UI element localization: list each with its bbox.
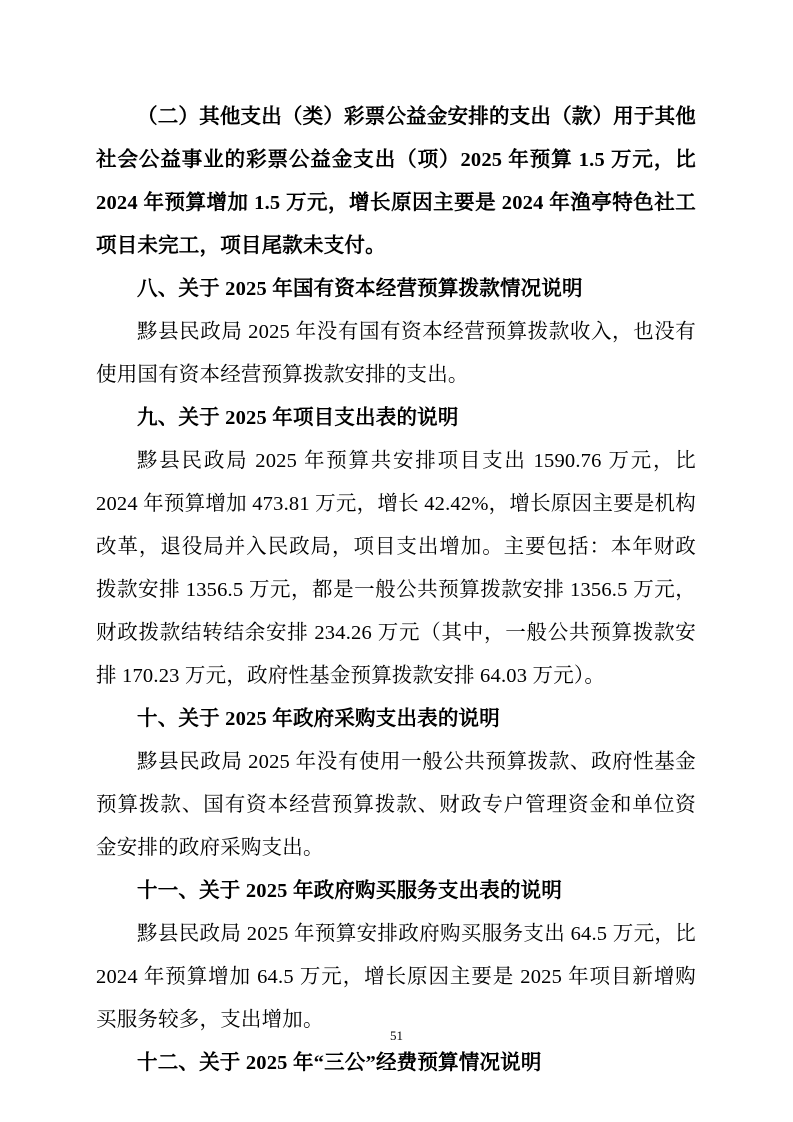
paragraph-section-ten-body: 黟县民政局 2025 年没有使用一般公共预算拨款、政府性基金预算拨款、国有资本经营预算拨款、财政专户管理资金和单位资金安排的政府采购支出。 <box>96 751 696 859</box>
paragraph-other-expenditure: （二）其他支出（类）彩票公益金安排的支出（款）用于其他社会公益事业的彩票公益金支出（项）2025 年预算 1.5 万元，比 2024 年预算增加 1.5 万元，增长原因主要是 2024 年渔亭特色社工项目未完工，项目尾款未支付。 <box>96 106 696 257</box>
heading-section-nine: 九、关于 2025 年项目支出表的说明 <box>137 407 459 429</box>
paragraph-section-eight-body: 黟县民政局 2025 年没有国有资本经营预算拨款收入，也没有使用国有资本经营预算拨款安排的支出。 <box>96 321 696 386</box>
paragraph-section-eleven-body: 黟县民政局 2025 年预算安排政府购买服务支出 64.5 万元，比 2024 年预算增加 64.5 万元，增长原因主要是 2025 年项目新增购买服务较多，支出增加。 <box>96 923 696 1031</box>
page-number: 51 <box>390 1028 403 1043</box>
page-body <box>96 96 696 1085</box>
heading-section-twelve: 十二、关于 2025 年“三公”经费预算情况说明 <box>137 1052 542 1074</box>
heading-section-eight: 八、关于 2025 年国有资本经营预算拨款情况说明 <box>137 278 583 300</box>
heading-section-eleven: 十一、关于 2025 年政府购买服务支出表的说明 <box>137 880 563 902</box>
heading-section-ten: 十、关于 2025 年政府采购支出表的说明 <box>137 708 500 730</box>
paragraph-section-nine-body: 黟县民政局 2025 年预算共安排项目支出 1590.76 万元，比 2024 年预算增加 473.81 万元，增长 42.42%，增长原因主要是机构改革，退役局并入民政局，项目支出增加。主要包括：本年财政拨款安排 1356.5 万元，都是一般公共预算拨款安排 1356.5 万元，财政拨款结转结余安排 234.26 万元（其中，一般公共预算拨款安排 170.23 万元，政府性基金预算拨款安排 64.03 万元）。 <box>96 450 696 687</box>
